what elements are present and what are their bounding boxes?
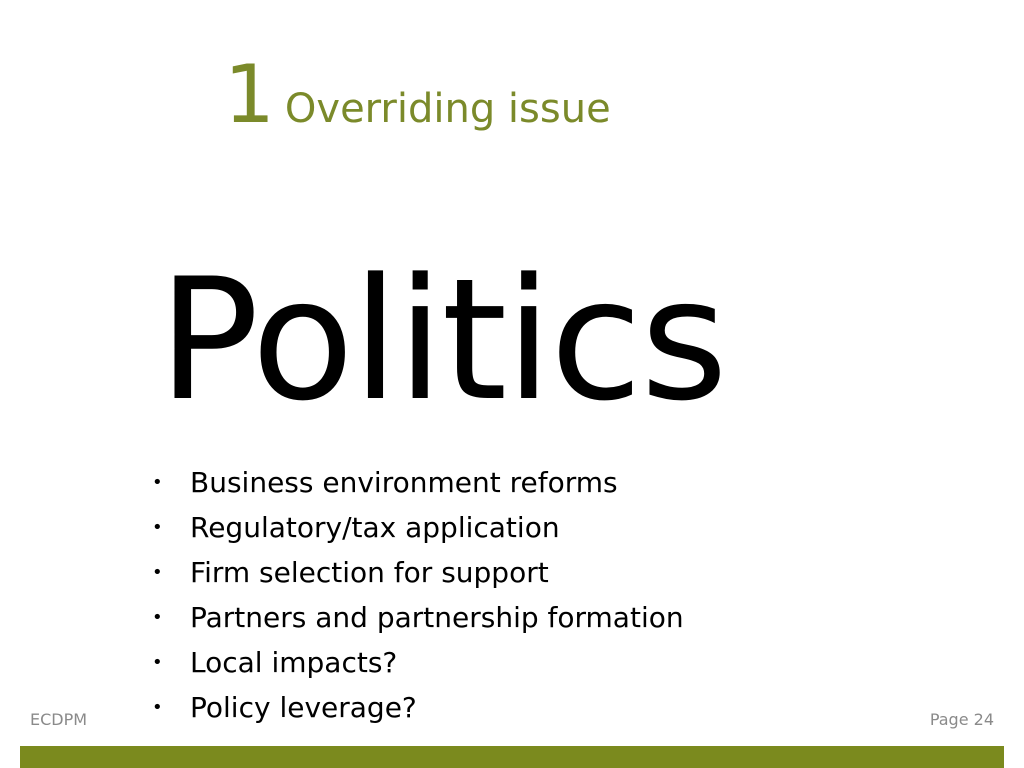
bullet-text: Policy leverage? <box>190 691 417 724</box>
bullet-list <box>150 460 684 730</box>
bullet-icon: • <box>152 472 163 493</box>
bullet-icon: • <box>152 652 163 673</box>
bullet-text: Partners and partnership formation <box>190 601 684 634</box>
bullet-icon: • <box>152 517 163 538</box>
footer-organization: ECDPM <box>30 710 88 729</box>
bullet-item <box>150 685 684 730</box>
bullet-item <box>150 460 684 505</box>
bullet-item <box>150 640 684 685</box>
bullet-item <box>150 505 684 550</box>
bullet-text: Local impacts? <box>190 646 398 679</box>
footer-bar <box>20 746 1004 768</box>
bullet-icon: • <box>152 697 163 718</box>
bullet-item <box>150 595 684 640</box>
bullet-icon: • <box>152 562 163 583</box>
bullet-text: Regulatory/tax application <box>190 511 560 544</box>
bullet-text: Business environment reforms <box>190 466 618 499</box>
footer-page-number: Page 24 <box>929 710 994 729</box>
main-word: Politics <box>158 242 726 438</box>
bullet-item <box>150 550 684 595</box>
slide-heading <box>224 40 611 164</box>
heading-number: 1 <box>224 48 275 141</box>
bullet-text: Firm selection for support <box>190 556 549 589</box>
heading-title: Overriding issue <box>284 86 611 132</box>
bullet-icon: • <box>152 607 163 628</box>
